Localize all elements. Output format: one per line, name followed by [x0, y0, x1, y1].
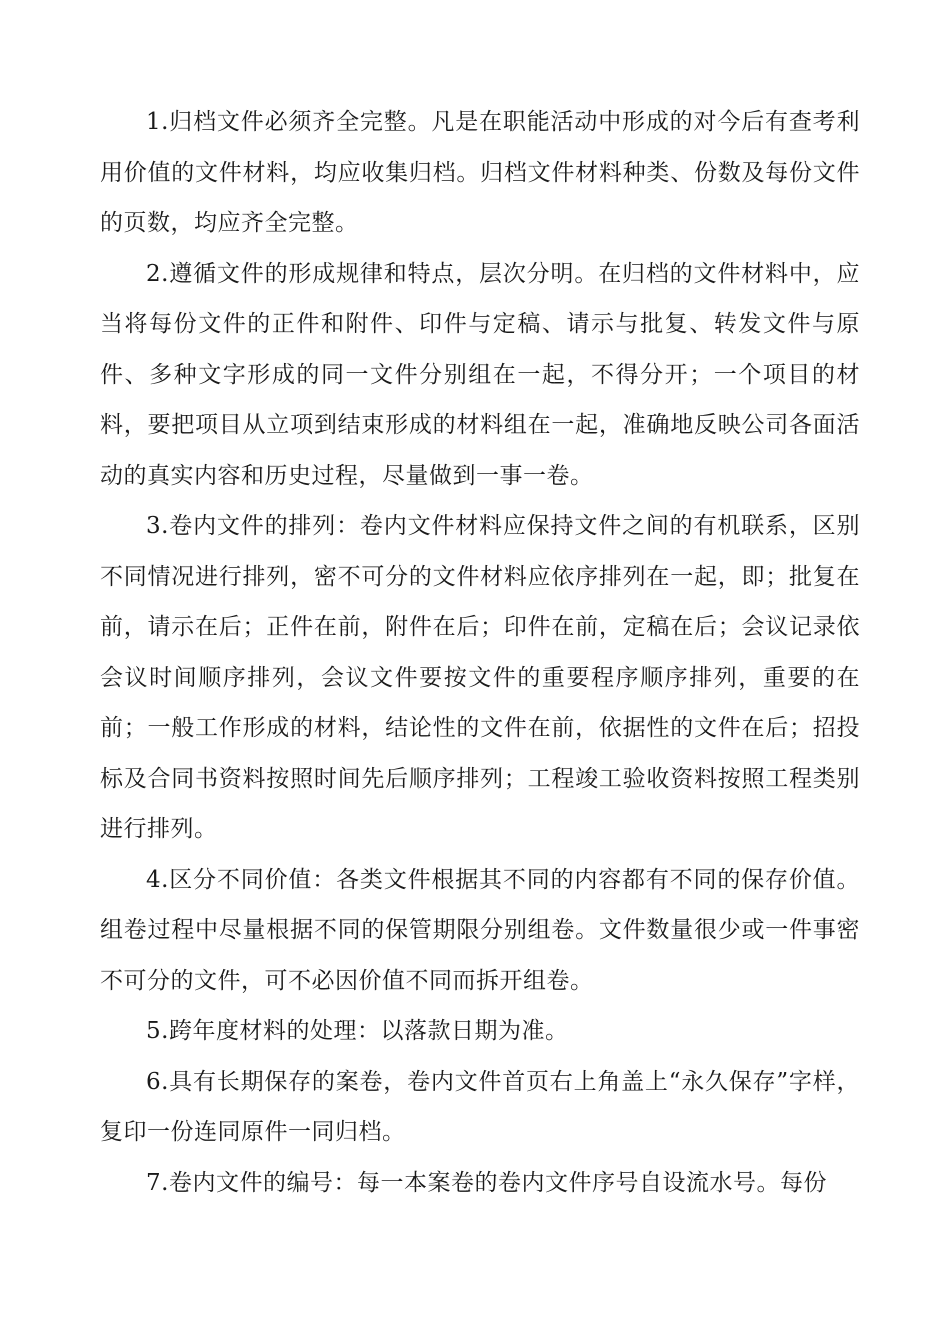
paragraph-1: 1.归档文件必须齐全完整。凡是在职能活动中形成的对今后有查考利用价值的文件材料，均应收集归档。归档文件材料种类、份数及每份文件的页数，均应齐全完整。: [100, 109, 860, 236]
paragraph-2: 2.遵循文件的形成规律和特点，层次分明。在归档的文件材料中，应当将每份文件的正件和附件、印件与定稿、请示与批复、转发文件与原件、多种文字形成的同一文件分别组在一起，不得分开；一个项目的材料，要把项目从立项到结束形成的材料组在一起，准确地反映公司各面活动的真实内容和历史过程，尽量做到一事一卷。: [100, 260, 860, 489]
paragraph-7: 7.卷内文件的编号：每一本案卷的卷内文件序号自设流水号。每份: [146, 1169, 827, 1196]
paragraph-5: 5.跨年度材料的处理：以落款日期为准。: [146, 1018, 569, 1044]
paragraph-6: 6.具有长期保存的案卷，卷内文件首页右上角盖上“永久保存”字样，复印一份连同原件一同归档。: [100, 1068, 860, 1145]
paragraph-4: 4.区分不同价值：各类文件根据其不同的内容都有不同的保存价值。组卷过程中尽量根据不同的保管期限分别组卷。文件数量很少或一件事密不可分的文件，可不必因价值不同而拆开组卷。: [100, 866, 860, 994]
paragraph-3: 3.卷内文件的排列：卷内文件材料应保持文件之间的有机联系，区别不同情况进行排列，密不可分的文件材料应依序排列在一起，即；批复在前，请示在后；正件在前，附件在后；印件在前，定稿在后；会议记录依会议时间顺序排列，会议文件要按文件的重要程序顺序排列，重要的在前；一般工作形成的材料，结论性的文件在前，依据性的文件在后；招投标及合同书资料按照时间先后顺序排列；工程竣工验收资料按照工程类别进行排列。: [100, 513, 860, 842]
document-body: [100, 97, 860, 1208]
